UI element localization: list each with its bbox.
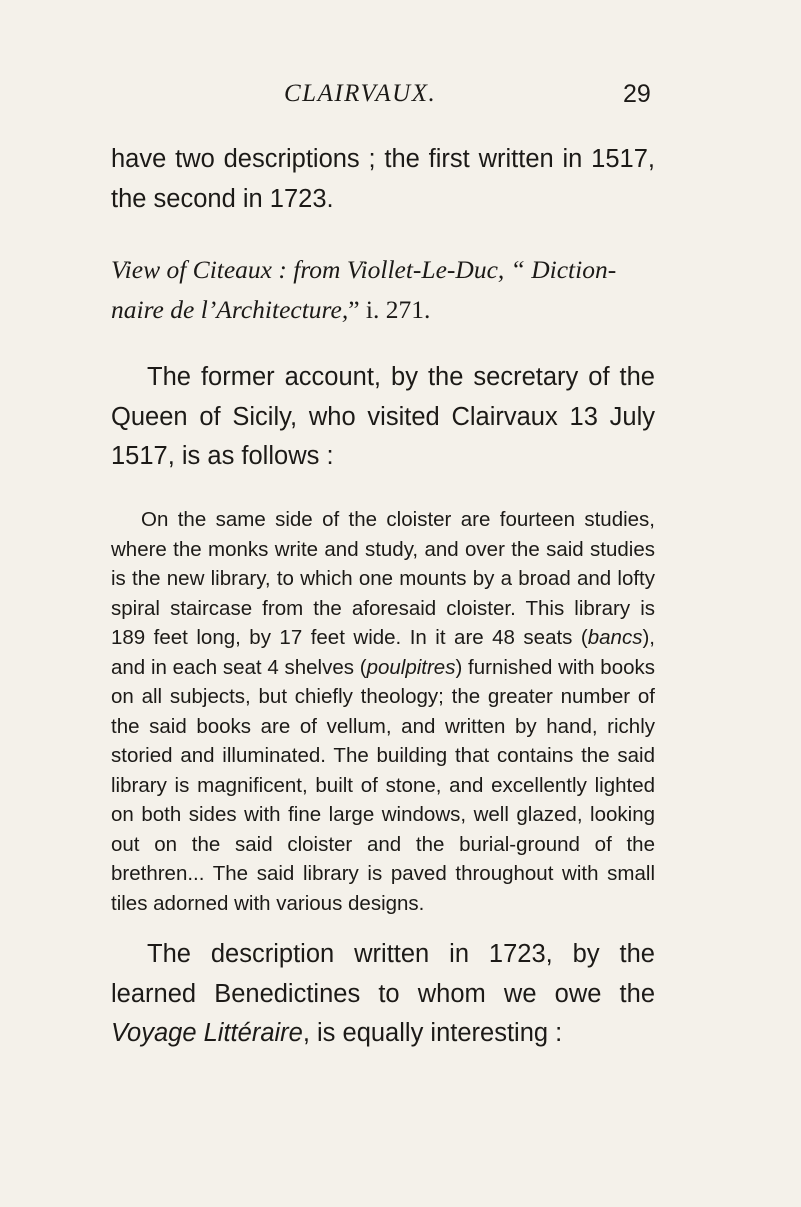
quote-segment-3: ) furnished with books on all subjects, but chiefly theology; the greater number of the said books are of vellum, and written by hand, richly storied and illuminated. The building that contains the said library is magnificent, built of stone, and excellently lighted on both sides with fine large windows, well glazed, looking out on the said cloister and the burial-ground of the brethren... The said library is paved throughout with small tiles adorned with various designs. [111,655,655,915]
opening-paragraph [111,140,655,219]
caption-reference: ” i. 271. [348,294,431,324]
caption-dictionary-title: naire de l’Architecture, [111,294,349,324]
closing-segment-1: The description written in 1723, by the learned Benedictines to whom we owe the [111,940,655,1008]
caption-line-1 [111,250,655,290]
quote-segment-2: ), and in each seat 4 shelves ( [111,626,655,679]
page-header [0,80,801,120]
closing-paragraph [111,935,655,1054]
caption-dictionary-open: “ Diction- [504,255,617,284]
block-quotation [111,505,655,918]
page-number: 29 [623,80,651,108]
caption-view-text: View of Citeaux : from Viollet-Le-Duc, [111,255,505,284]
quote-term-poulpitres: poulpitres [366,655,456,679]
running-title: CLAIRVAUX. [284,80,437,107]
opening-text: have two descriptions ; the first written in 1517, the second in 1723. [111,145,655,213]
closing-book-title: Voyage Littéraire [111,1019,303,1047]
figure-caption [111,250,655,329]
quote-term-bancs: bancs [587,626,643,649]
closing-text [111,935,655,1054]
caption-line-2 [111,290,655,330]
quotation-text [111,505,655,918]
quote-segment-1: On the same side of the cloister are fourteen studies, where the monks write and study, and over the said studies is the new library, to which one mounts by a broad and lofty spiral staircase from the aforesaid cloister. This library is 189 feet long, by 17 feet wide. In it are 48 seats ( [111,508,655,649]
former-account-text: The former account, by the secretary of the Queen of Sicily, who visited Clairvaux 13 July 1517, is as follows : [111,363,655,470]
closing-segment-2: , is equally interesting : [302,1019,563,1047]
former-account-paragraph [111,358,655,477]
